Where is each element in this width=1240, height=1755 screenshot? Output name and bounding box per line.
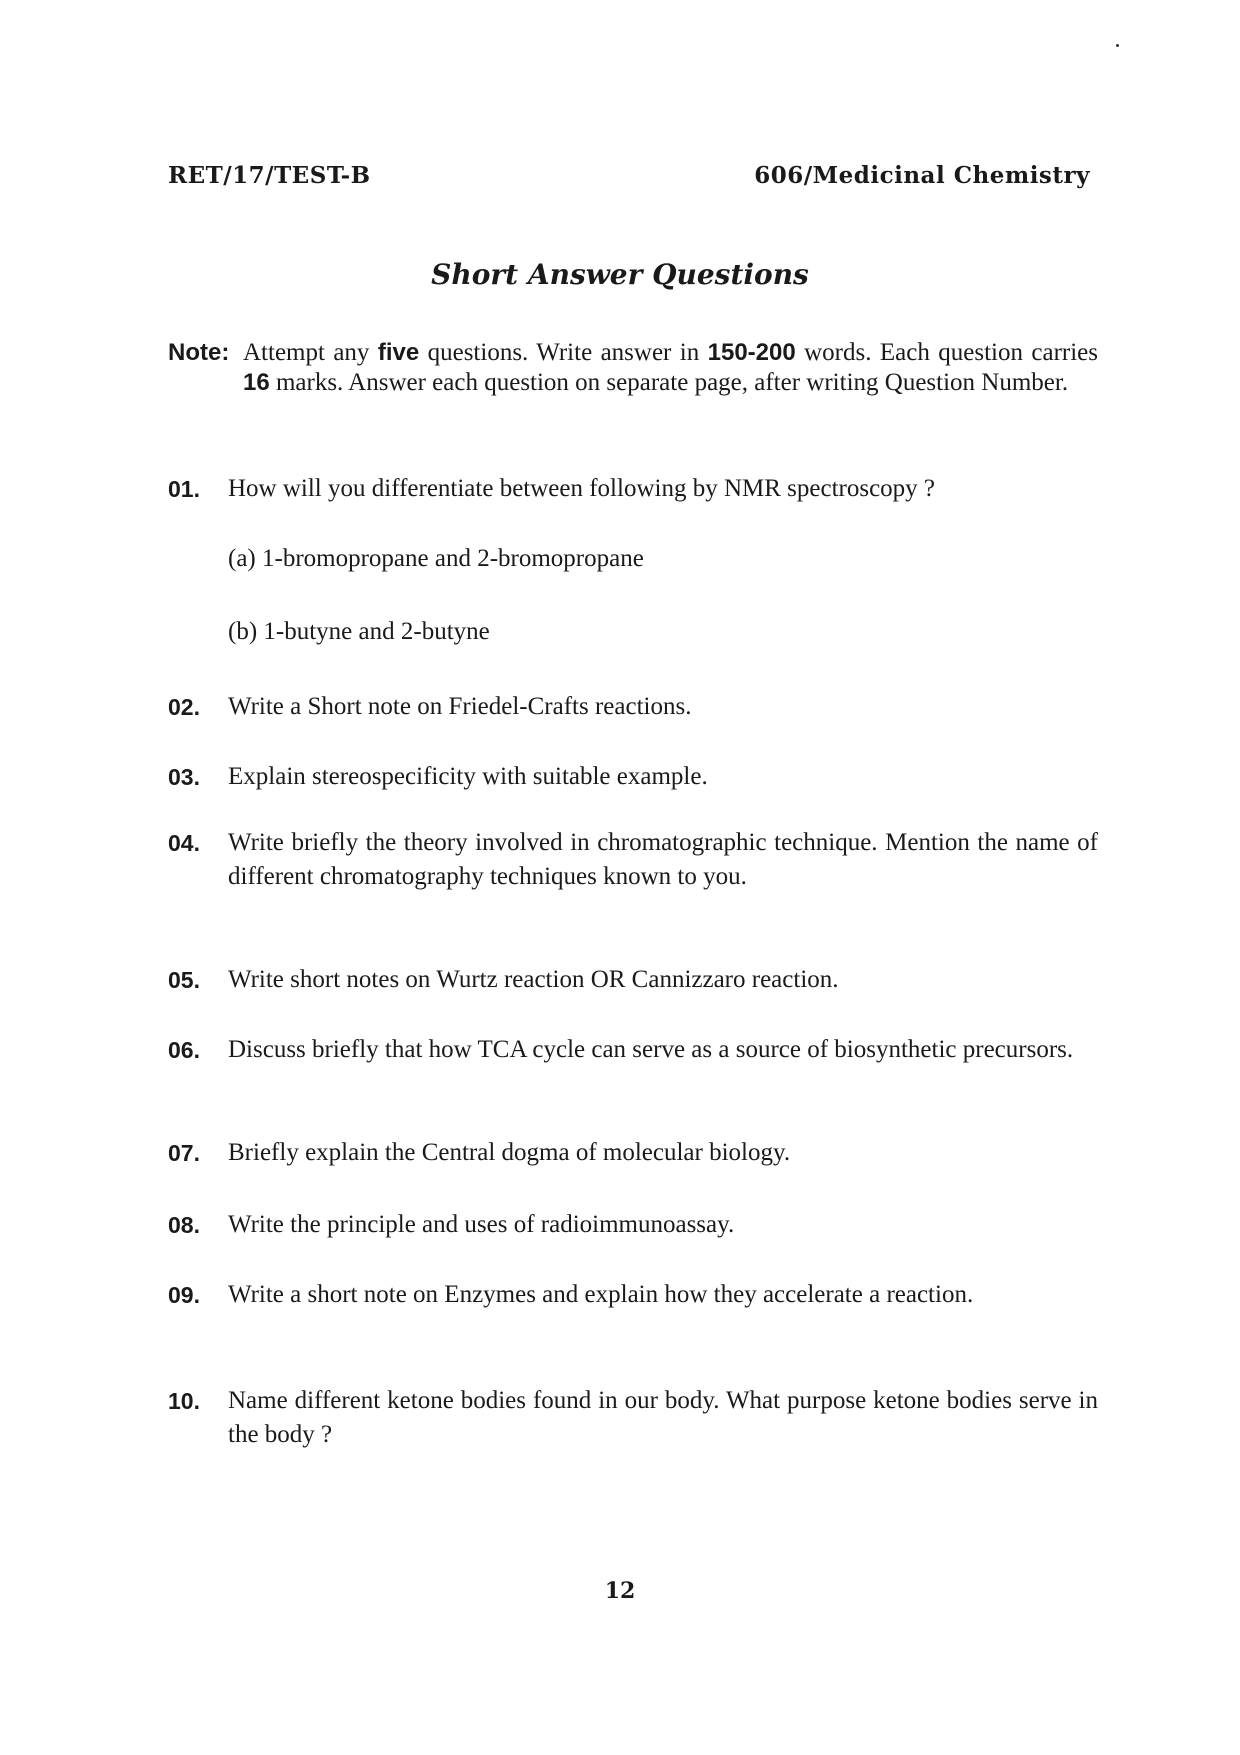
note-text: Attempt any five questions. Write answer in 150-200 words. Each question carries 16 marks. Answer each question on separate page, after writing Question Number. [243, 339, 1098, 396]
sub-part-a: (a) 1-bromopropane and 2-bromopropane [228, 545, 644, 572]
question-text: Name different ketone bodies found in our body. What purpose ketone bodies serve in the body ? [228, 1387, 1098, 1448]
question-item [168, 826, 1098, 894]
paper-code: RET/17/TEST-B [168, 162, 371, 189]
question-number: 08. [168, 1212, 200, 1238]
question-item [168, 1278, 1098, 1312]
question-item [168, 1136, 1098, 1170]
question-item [168, 1208, 1098, 1242]
question-item [168, 690, 1098, 724]
question-number: 04. [168, 830, 200, 856]
question-item [168, 1384, 1098, 1452]
instructions-note [168, 338, 1098, 398]
question-text: Briefly explain the Central dogma of molecular biology. [228, 1139, 791, 1166]
page-number: 12 [604, 1578, 636, 1604]
question-number: 09. [168, 1282, 200, 1308]
question-number: 06. [168, 1037, 200, 1063]
question-text: How will you differentiate between following by NMR spectroscopy ? [228, 475, 936, 502]
subject-code: 606/Medicinal Chemistry [754, 162, 1090, 189]
question-text: Write a Short note on Friedel-Crafts reactions. [228, 693, 692, 720]
question-text: Discuss briefly that how TCA cycle can serve as a source of biosynthetic precursors. [228, 1036, 1074, 1063]
question-text: Write a short note on Enzymes and explain how they accelerate a reaction. [228, 1281, 974, 1308]
scan-speck [1116, 44, 1119, 47]
question-text: Explain stereospecificity with suitable example. [228, 763, 708, 790]
sub-part-b: (b) 1-butyne and 2-butyne [228, 618, 490, 645]
question-number: 07. [168, 1140, 200, 1166]
question-item [168, 963, 1098, 997]
question-number: 02. [168, 694, 200, 720]
question-item [168, 760, 1098, 794]
note-label: Note: [168, 339, 230, 366]
question-number: 10. [168, 1388, 200, 1414]
section-title: Short Answer Questions [431, 258, 809, 291]
question-text: Write the principle and uses of radioimmunoassay. [228, 1211, 735, 1238]
question-number: 01. [168, 476, 200, 502]
question-item [168, 472, 1098, 506]
question-text: Write briefly the theory involved in chromatographic technique. Mention the name of different chromatography techniques known to you. [228, 829, 1098, 890]
question-item [168, 1033, 1098, 1067]
question-text: Write short notes on Wurtz reaction OR Cannizzaro reaction. [228, 966, 839, 993]
question-number: 03. [168, 764, 200, 790]
question-number: 05. [168, 967, 200, 993]
